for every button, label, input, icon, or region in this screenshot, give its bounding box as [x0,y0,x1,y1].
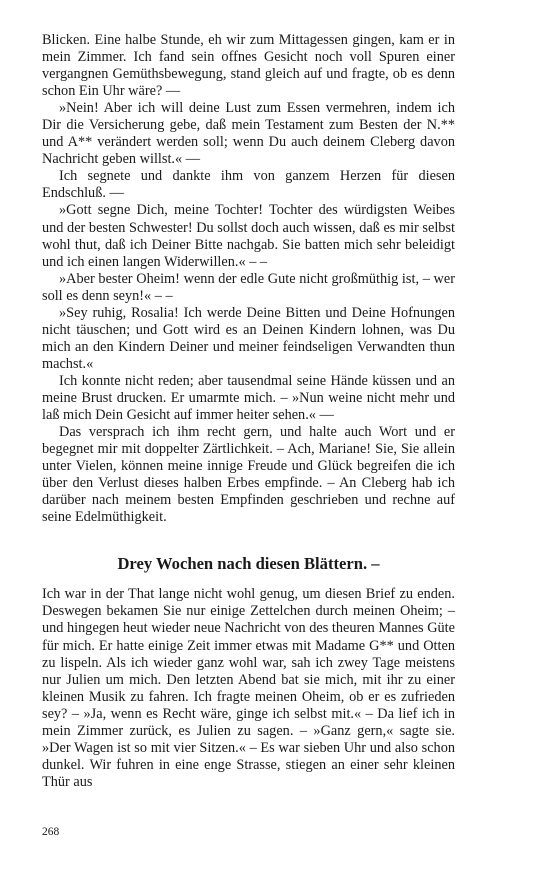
paragraph-4: »Gott segne Dich, meine Tochter! Tochter des würdigsten Weibes und der besten Schwester! Du sollst doch auch wissen, daß es mir selbst wohl thut, daß ich Deiner Bitte nachgab. Sie batten mich sehr beleidigt und ich einen langen Widerwillen.« – – [42,202,455,270]
paragraph-2: »Nein! Aber ich will deine Lust zum Essen vermehren, indem ich Dir die Versicherung gebe, daß mein Testament zum Besten der N.** und A** verändert werden soll; wenn Du auch deinem Cleberg davon Nachricht geben willst.« –– [42,100,455,168]
section-heading: Drey Wochen nach diesen Blättern. – [117,554,380,574]
page-number: 268 [42,826,60,838]
paragraph-7: Ich konnte nicht reden; aber tausendmal seine Hände küssen und an meine Brust drucken. Er umarmte mich. – »Nun weine nicht mehr und laß mich Dein Gesicht auf immer heiter sehen.« –– [42,372,455,424]
paragraph-1: Blicken. Eine halbe Stunde, eh wir zum Mittagessen gingen, kam er in mein Zimmer. Ich fand sein offnes Gesicht noch voll Spuren einer vergangnen Gemüthsbewegung, stand gleich auf und fragte, ob es denn schon Ein Uhr wäre? –– [42,32,455,100]
book-page [42,32,455,791]
paragraph-5: »Aber bester Oheim! wenn der edle Gute nicht großmüthig ist, – wer soll es denn seyn!« – – [42,270,455,304]
paragraph-8: Das versprach ich ihm recht gern, und halte auch Wort und er begegnet mir mit doppelter Zärtlichkeit. – Ach, Mariane! Sie, Sie allein unter Vielen, können meine innige Freude und Glück begreifen die ich über den Verlust dieses halben Erbes empfinde. – An Cleberg hab ich darüber nach meinem besten Empfinden geschrieben und rechne auf seine Edelmüthigkeit. [42,424,455,526]
paragraph-3: Ich segnete und dankte ihm von ganzem Herzen für diesen Endschluß. –– [42,168,455,202]
paragraph-9: Ich war in der That lange nicht wohl genug, um diesen Brief zu enden. Deswegen bekamen Sie nur einige Zettelchen durch meinen Oheim; – und hingegen heut wieder neue Nachricht von des theuren Mannes Güte für mich. Er hatte einige Zeit immer etwas mit Madame G** und Otten zu lispeln. Als ich wieder ganz wohl war, sah ich zwey Tage meistens nur Julien um mich. Den letzten Abend bat sie mich, mit ihr zu einer kleinen Musik zu fahren. Ich fragte meinen Oheim, ob er es zufrieden sey? – »Ja, wenn es Recht wäre, ginge ich selbst mit.« – Da lief ich in mein Zimmer zurück, es Julien zu sagen. – »Ganz gern,« sagte sie. »Der Wagen ist so mit vier Sitzen.« – Es war sieben Uhr und also schon dunkel. Wir fuhren in eine enge Strasse, stiegen an einer sehr kleinen Thür aus [42,586,455,790]
paragraph-6: »Sey ruhig, Rosalia! Ich werde Deine Bitten und Deine Hofnungen nicht täuschen; und Gott wird es an Deinen Kindern lohnen, was Du mich an den Kindern Deiner und meiner feindseligen Verwandten thun machst.« [42,304,455,372]
